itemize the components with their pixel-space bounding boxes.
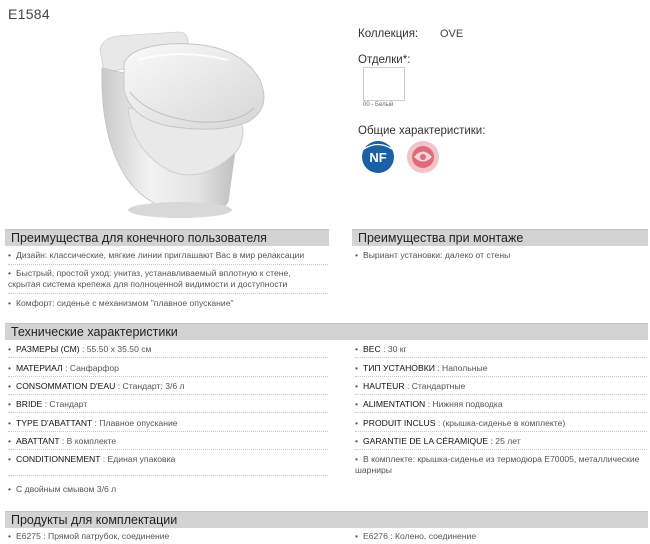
nf-certification-icon <box>359 140 397 174</box>
collection-label: Коллекция: <box>358 28 419 40</box>
spec-material: • МАТЕРИАЛ : Санфарфор <box>8 363 119 373</box>
collection-value: OVE <box>440 28 464 40</box>
nf-logo-text: NF <box>369 150 387 165</box>
accessory-e6276[interactable]: • E6276 : Колено, соединение <box>355 531 477 541</box>
install-option: • Выриант установки: далеко от стены <box>355 250 511 260</box>
spec-seat-type: • TYPE D'ABATTANT : Плавное опускание <box>8 418 178 428</box>
benefit-design: • Дизайн: классические, мягкие линии приглашают Вас в мир релаксации <box>8 250 305 260</box>
spec-bride: • BRIDE : Стандарт <box>8 399 88 409</box>
product-code: E1584 <box>8 6 50 22</box>
benefit-care-line2: скрытая система крепежа для полноценной видимости и доступности <box>8 279 288 289</box>
section-accessories: Продукты для комплектации <box>5 511 648 528</box>
section-install-benefits: Преимущества при монтаже <box>352 229 648 246</box>
spec-packaging: • CONDITIONNEMENT : Единая упаковка <box>8 454 176 464</box>
benefit-care-line1: • Быстрый, простой уход: унитаз, устанавливаемый вплотную к стене, <box>8 268 291 278</box>
spec-included: • PRODUIT INCLUS : (крышка-сиденье в комплекте) <box>355 418 566 428</box>
spec-weight: • ВЕС : 30 кг <box>355 344 407 354</box>
spec-warranty: • GARANTIE DE LA CÉRAMIQUE : 25 лет <box>355 436 521 446</box>
spec-installation-type: • ТИП УСТАНОВКИ : Напольные <box>355 363 488 373</box>
spec-height: • HAUTEUR : Стандартные <box>355 381 466 391</box>
section-technical: Технические характеристики <box>5 323 648 340</box>
spec-seat: • ABATTANT : В комплекте <box>8 436 117 446</box>
spec-dual-flush: • С двойным смывом 3/6 л <box>8 484 117 494</box>
benefit-comfort: • Комфорт: сиденье с механизмом "плавное опускание" <box>8 298 234 308</box>
spec-water-consumption: • CONSOMMATION D'EAU : Стандарт: 3/6 л <box>8 381 185 391</box>
toilet-image <box>88 30 288 222</box>
general-characteristics-label: Общие характеристики: <box>358 125 486 137</box>
finish-caption: 00 - Белый <box>363 102 394 108</box>
spec-supply: • ALIMENTATION : Нижняя подводка <box>355 399 503 409</box>
spec-kit-line2: шарниры <box>355 465 392 475</box>
spec-dimensions: • РАЗМЕРЫ (СМ) : 55.50 x 35.50 см <box>8 344 152 354</box>
section-user-benefits: Преимущества для конечного пользователя <box>5 229 329 246</box>
finishes-label: Отделки*: <box>358 54 411 66</box>
quality-certification-icon <box>404 140 442 174</box>
finish-swatch-white[interactable] <box>363 67 405 101</box>
spec-kit-line1: • В комплекте: крышка-сиденье из термодюра E70005, металлические <box>355 454 640 464</box>
accessory-e6275[interactable]: • E6275 : Прямой патрубок, соединение <box>8 531 170 541</box>
